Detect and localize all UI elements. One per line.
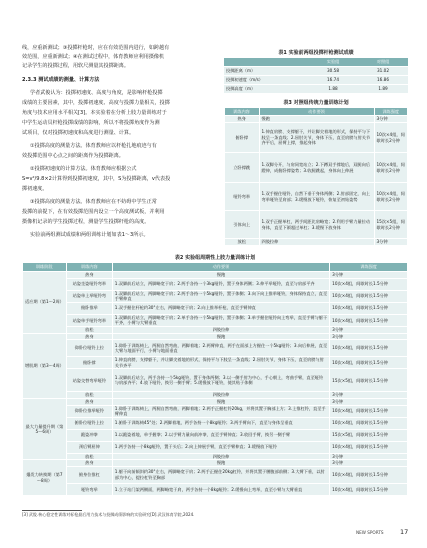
table-row: [225, 123, 408, 153]
table-cell: 1.仰卧于训练椅上，两腿自然弯曲，两脚着地；2.两手正握杠铃20kg，并将其置于胸部上方；3.上推杠铃，直至手臂伸直: [112, 405, 329, 417]
table-cell: 1.89: [358, 85, 408, 94]
text-line: 摄像机记录的学生投掷过程，测量学生投掷杆枪的高度。: [22, 219, 150, 225]
table1: [224, 58, 408, 93]
table2-caption: 表2 实验组周期性上肢力量训练计划: [174, 255, 256, 261]
table1-header: 对照组: [358, 58, 408, 67]
table-cell: 站姿单手哑铃弯举: [66, 314, 112, 326]
table-cell: 俯卧位哑铃上拉: [66, 417, 112, 429]
table2-header: 动作要领: [112, 263, 329, 272]
table-cell: 10次×4组，间歇时长1.5分钟: [330, 302, 408, 314]
table-cell: 热身: [66, 460, 112, 467]
table-row: [225, 211, 408, 239]
table-cell: 1.双脚前后站立，两脚略宽于肩；2.两手各持一个5kg哑铃，置于体侧；3.向下向上推举哑铃，身体保持直立，直至手臂伸直: [112, 290, 329, 302]
journal-name: NEW SPORTS: [356, 530, 384, 535]
table-row: [23, 290, 408, 302]
table-cell: 15次×5组，间歇时长2分钟: [374, 211, 408, 239]
table-row: [23, 326, 408, 333]
table-cell: 跪姿冲拳: [66, 429, 112, 441]
table-cell: 3分钟: [330, 453, 408, 460]
table-cell: 15次×5组，间歇时长1.5分钟: [330, 429, 408, 441]
table-cell: 投掷高度（m）: [224, 85, 308, 94]
stage-cell: 爆发力转换期（第7～8周）: [23, 460, 67, 496]
table-cell: 3分钟: [330, 460, 408, 467]
table-row: [23, 453, 408, 460]
table2-header: 训练强度: [330, 263, 408, 272]
table-row: [23, 314, 408, 326]
table-row: [23, 302, 408, 314]
table-cell: 热身: [225, 116, 260, 123]
table-cell: 16.86: [358, 76, 408, 85]
table-cell: 1.双手正握单杠，两手间距比肩略宽；2.利用手臂力量拉动身体，直至下颌超过单杠；3.缓慢下放身体: [259, 211, 374, 239]
text-line: 角度与技术应用水平相关[3]。本实验着在分析上肢力量训练对于: [22, 110, 167, 116]
table-cell: 1.双脚前后站立，两脚略宽于肩；2.单手各持一个5kg哑铃，置于体侧；3.单手握住哑铃向上弯举，直至手臂与躯干平齐，小臂与大臂垂直: [112, 314, 329, 326]
stage-cell: 增肌期（第3～4周）: [23, 333, 67, 398]
table-cell: 放松: [66, 326, 112, 333]
table-cell: 10次×4组，间歇时长1.5分钟: [330, 357, 408, 369]
text-line: 实验前两组测试成绩和两组训练计划如表1～3所示。: [30, 232, 149, 238]
stage-cell: 最大力量提升期（第5～6周）: [23, 398, 67, 459]
table-row: [225, 116, 408, 123]
table-cell: 仰卧位推举哑铃: [66, 405, 112, 417]
table-row: [225, 239, 408, 246]
table-cell: 1.双手握住杆枪约30°左右，两脚略宽于肩；2.向上推举杆枪，直至手臂伸直: [112, 302, 329, 314]
table-cell: 1.伸直肩膀、支撑躯干，并让脚尖着地的形式，保持平与下肢呈一条直线；2.屈肘关节，身体下压，直至肩膀与肘关节齐平后，屈臂上撑，推起身体: [259, 123, 374, 153]
table-row: [23, 333, 408, 340]
table-row: [23, 392, 408, 399]
table-row: [23, 460, 408, 467]
table-row: [224, 67, 408, 76]
table-cell: 投掷距离（m）: [224, 67, 308, 76]
table-cell: 10次×4组，间歇时长2分钟: [374, 123, 408, 153]
table-cell: 3分钟: [374, 239, 408, 246]
table-cell: 10次×4组，间歇时长1.5分钟: [330, 483, 408, 495]
table-row: [23, 405, 408, 417]
text-line: 效投掷范围中心点之间的距离作为投掷距离。: [22, 153, 124, 159]
table-row: [224, 85, 408, 94]
table-cell: 热身: [66, 272, 112, 279]
table-cell: 31.02: [358, 67, 408, 76]
table-cell: 10次×4组，间歇时长1.5分钟: [330, 340, 408, 357]
table-cell: 四肢拉伸: [259, 239, 374, 246]
table3-caption: 表3 对照组传统力量训练计划: [283, 100, 349, 106]
table-cell: 1.立于站门架两侧面，两脚略宽于肩，两手各持一个8kg哑铃；2.缓慢向上弯举，直至小臂与大臂垂直: [112, 483, 329, 495]
table3: [224, 108, 408, 246]
text-line: 试项目，仅对投掷初速度和高度进行测量、计算。: [22, 130, 135, 136]
table-cell: 放松: [66, 453, 112, 460]
table-cell: 俯卧推举: [66, 302, 112, 314]
table-row: [23, 466, 408, 483]
table-cell: 站姿交替弯举哑铃: [66, 369, 112, 392]
table-cell: 30.58: [308, 67, 358, 76]
table2-header: 训练阶段: [23, 263, 67, 272]
table-cell: 哑铃弯举: [225, 183, 260, 211]
table-cell: 10次×4组，间歇时长2分钟: [374, 153, 408, 183]
table-cell: 1.躯干向前倾斜约30°左右，两脚略宽于肩；2.两手正握住20kg杠铃，并将其置于腰腹部前侧；3.大臂下垂，以肘部为中心，提拉杠铃至胸部: [112, 466, 329, 483]
table-cell: 引体向上: [225, 211, 260, 239]
table-cell: 哑铃弯举: [66, 483, 112, 495]
table-cell: 1.88: [308, 85, 358, 94]
page-number: 17: [400, 528, 409, 536]
table-cell: 放松: [225, 239, 260, 246]
table-cell: 1.双脚前后站立，两脚略宽于肩；2.两手各持一个3kg哑铃，置于身体两侧；3.伸平举哑铃，直至与肩部平齐: [112, 278, 329, 290]
table-cell: 慢跑: [112, 398, 329, 405]
table-cell: 10次×4组，间歇时长1.5分钟: [330, 290, 408, 302]
table-cell: 1.双手握住哑铃，自然下垂于身体两侧；2.肘部固定，向上弯举哑铃至肩部；3.缓慢放下哑铃，恢复至初始姿势: [259, 183, 374, 211]
table-cell: 立卧撑跳: [225, 153, 260, 183]
table-cell: 慢跑: [112, 333, 329, 340]
stage-cell: 适应期（第1～2周）: [23, 272, 67, 334]
table-cell: 3分钟: [330, 272, 408, 279]
table2: [22, 263, 408, 496]
table-cell: 慢跑: [112, 272, 329, 279]
table-cell: 10次×4组，间歇时长1.5分钟: [330, 405, 408, 417]
table-cell: 10次×4组，间歇时长1.5分钟: [330, 314, 408, 326]
table3-header: 动作要领: [259, 108, 374, 116]
table-cell: 颈后臂屈伸: [66, 441, 112, 453]
text-line: 掷初速度。: [22, 186, 48, 192]
table-cell: 10次×4组，间歇时长1.5分钟: [330, 278, 408, 290]
table-cell: 1.俯卧于训练椅45°处；2.两脚着地，两手各持一个8kg哑铃；3.两手臂向下，直至与身体呈垂直: [112, 417, 329, 429]
table-cell: 1.两手各持一个8kg哑铃，置于头后；2.向上伸展手臂，直至手臂伸直；3.缓慢放下哑铃: [112, 441, 329, 453]
table-row: [23, 340, 408, 357]
text-line: 成绩的主要因素，其中，投掷初速度、高度与投掷力量相关，投掷: [22, 100, 170, 106]
table-cell: 10次×4组，间歇时长1.5分钟: [330, 441, 408, 453]
table-cell: 3分钟: [330, 326, 408, 333]
table-cell: 仰卧位哑铃上拉: [66, 340, 112, 357]
table-cell: 投掷初速度（m/s）: [224, 76, 308, 85]
section-heading: 2.3.3 测试成绩的测量、计算方法: [22, 77, 100, 83]
table-cell: 10次×4组，间歇时长1.5分钟: [330, 466, 408, 483]
footnote: [3] 武俊.核心稳定性训练对标枪最后用力技术与投掷成绩影响的实验研究[D].武汉体育学院,2024.: [22, 512, 195, 517]
table-row: [23, 272, 408, 279]
table-cell: 俯卧撑: [66, 357, 112, 369]
table-cell: 俯身位推杠: [66, 466, 112, 483]
table1-caption: 表1 实验前两组投掷杆枪测试成绩: [278, 50, 354, 56]
table-cell: 10次×4组，间歇时长2分钟: [374, 183, 408, 211]
text-line: S=v²/9.8×2计算得到投掷初速度，其中，S为投掷距离，v代表投: [22, 176, 171, 182]
footnote-divider: [22, 510, 82, 511]
table-cell: 放松: [66, 392, 112, 399]
text-line: 中学生运动员杆枪投掷成绩的影响，所以不将投掷角度作为测: [22, 120, 160, 126]
table-row: [23, 483, 408, 495]
table-row: [225, 153, 408, 183]
table-cell: 1.双脚前后站立，两手各持一个5kg哑铃，置于身体两侧；3.以一侧手肘为中心，手心朝上，弯曲手臂，直至哑铃与肩部齐平；4.放下哑铃，换另一侧手臂；5.缓慢放下哑铃，使其贴于体侧: [112, 369, 329, 392]
table-cell: 3分钟: [330, 333, 408, 340]
table-row: [23, 278, 408, 290]
table-row: [23, 417, 408, 429]
table-row: [225, 183, 408, 211]
text-line: 投掷的前提下，在有效投掷范围内设立一个高度测试板，并利用: [22, 209, 165, 215]
table-cell: 15次×5组，间歇时长1.5分钟: [330, 369, 408, 392]
table-row: [224, 76, 408, 85]
table-row: [23, 357, 408, 369]
table-row: [23, 429, 408, 441]
table-cell: 10次×4组，间歇时长1.5分钟: [330, 417, 408, 429]
text-line: 效范围，应重新测试；④在测试过程中，体育教师应利用摄像机: [22, 54, 165, 60]
table3-header: 训练内容: [225, 108, 260, 116]
table-cell: 16.74: [308, 76, 358, 85]
table-cell: 1.仰卧于训练椅上，两腿自然弯曲，两脚着地；2.两臂伸直，两手在面部上方握住一个5kg哑铃；3.向后伸展，直至大臂与地面平行，小臂与地面垂直: [112, 340, 329, 357]
table3-header: 训练强度: [374, 108, 408, 116]
text-line: 记录学生的投掷过程，用软尺测量其投掷距离。: [22, 63, 129, 69]
table-cell: 站姿单上举哑铃弯: [66, 290, 112, 302]
table-cell: 俯卧撑: [225, 123, 260, 153]
table-cell: 1.以跪姿着地，单手握拳；2.以手臂力量向前冲拳，直至手臂伸直；3.收回手臂，换另一侧手臂: [112, 429, 329, 441]
text-line: 学者武俊认为：投掷初速度、高度与角度，是影响杆枪投掷: [30, 90, 163, 96]
text-line: ③投掷高度的测量方法。体育教师应在不妨碍中学生正常: [30, 199, 157, 205]
table-cell: 四肢拉伸: [112, 453, 329, 460]
table-cell: 慢跑: [259, 116, 374, 123]
text-line: ①投掷高度的测量方法。体育教师应以杆枪扎地痕迹与有: [30, 143, 157, 149]
table2-header: 训练内容: [66, 263, 112, 272]
table-cell: 1.伸直肩膀，支撑躯干，并让脚尖着地的形式，保持平与下肢呈一条直线；2.屈肘关节，身体下压，直至肩膀与肘关节齐平: [112, 357, 329, 369]
table-cell: 热身: [66, 333, 112, 340]
table1-header: 实验组: [308, 58, 358, 67]
table-cell: 站姿坐姿哑铃弯举: [66, 278, 112, 290]
table-cell: 四肢拉伸: [112, 392, 329, 399]
table-row: [23, 398, 408, 405]
text-line: ②投掷初速度的计算方法。体育教师应根据公式: [30, 166, 137, 172]
table-cell: 四肢拉伸: [112, 326, 329, 333]
table-cell: 热身: [66, 398, 112, 405]
table-cell: 慢跑: [112, 460, 329, 467]
table1-header: [224, 58, 308, 67]
table-cell: 3分钟: [330, 398, 408, 405]
table-cell: 3分钟: [374, 116, 408, 123]
table-cell: 1.双脚分开，与肩同宽站立；2.下蹲双手撑地后，双腿向后蹬伸，成俯卧撑姿势；3.收腿跳起，身体向上伸展: [259, 153, 374, 183]
table-row: [23, 369, 408, 392]
table-cell: 3分钟: [330, 392, 408, 399]
table-row: [23, 441, 408, 453]
text-line: 线，应重新测试；③投掷杆枪时，应在有效范围内进行，如跨越有: [22, 45, 170, 51]
